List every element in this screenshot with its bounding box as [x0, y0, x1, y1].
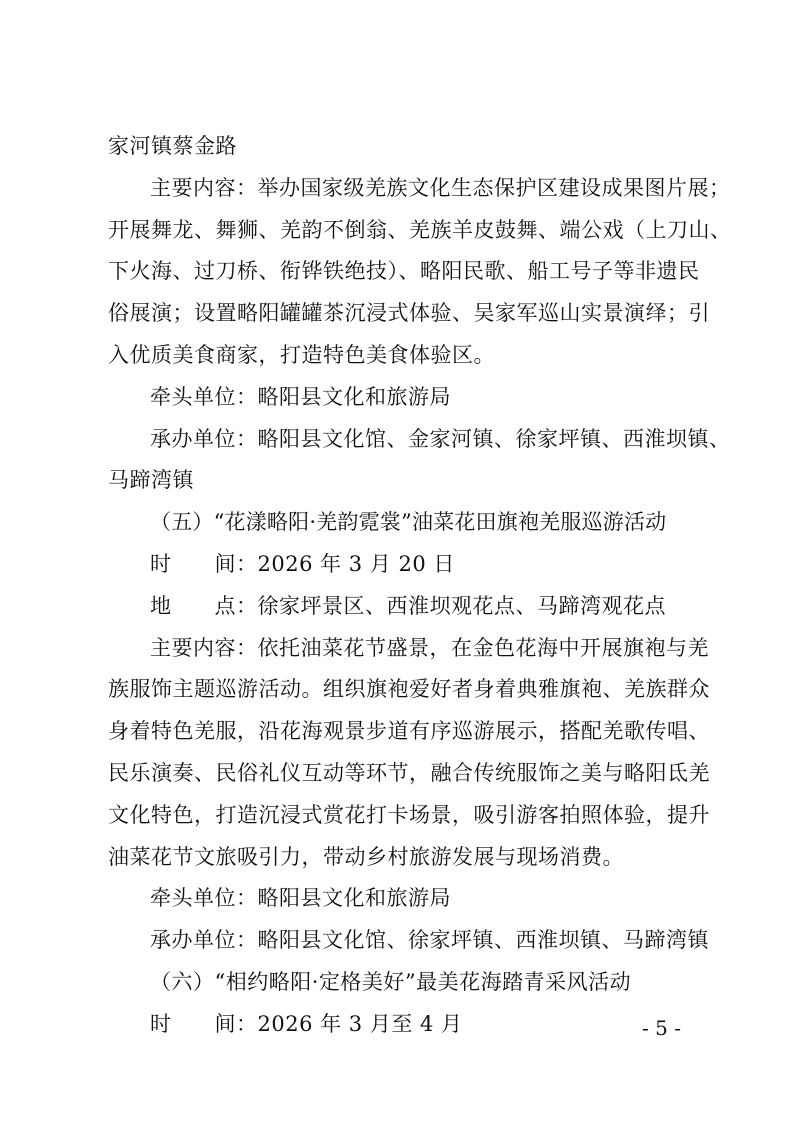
text-line: 民乐演奏、民俗礼仪互动等环节，融合传统服饰之美与略阳氐羌: [108, 761, 710, 785]
text-line: 时 间：2026 年 3 月 20 日: [150, 552, 455, 576]
text-line: 地 点：徐家坪景区、西淮坝观花点、马蹄湾观花点: [150, 594, 666, 618]
text-line: 族服饰主题巡游活动。组织旗袍爱好者身着典雅旗袍、羌族群众: [108, 677, 710, 701]
text-line: 开展舞龙、舞狮、羌韵不倒翁、羌族羊皮鼓舞、端公戏（上刀山、: [108, 218, 732, 242]
text-line: 入优质美食商家，打造特色美食体验区。: [108, 343, 495, 367]
text-line: 马蹄湾镇: [108, 468, 194, 492]
text-line: 主要内容：依托油菜花节盛景，在金色花海中开展旗袍与羌: [150, 636, 709, 660]
text-line: 下火海、过刀桥、衔铧铁绝技）、略阳民歌、船工号子等非遗民: [108, 259, 700, 283]
text-line: 主要内容：举办国家级羌族文化生态保护区建设成果图片展；: [150, 176, 731, 200]
text-line: 俗展演；设置略阳罐罐茶沉浸式体验、吴家军巡山实景演绎；引: [108, 301, 710, 325]
text-line: 牵头单位：略阳县文化和旅游局: [150, 886, 451, 910]
section-heading: （六）“相约略阳·定格美好”最美花海踏青采风活动: [150, 970, 632, 994]
text-line: 牵头单位：略阳县文化和旅游局: [150, 385, 451, 409]
text-line: 承办单位：略阳县文化馆、金家河镇、徐家坪镇、西淮坝镇、: [150, 427, 731, 451]
text-line: 身着特色羌服，沿花海观景步道有序巡游展示，搭配羌歌传唱、: [108, 719, 710, 743]
text-line: 时 间：2026 年 3 月至 4 月: [150, 1012, 463, 1036]
section-heading: （五）“花漾略阳·羌韵霓裳”油菜花田旗袍羌服巡游活动: [150, 510, 667, 534]
text-line: 油菜花节文旅吸引力，带动乡村旅游发展与现场消费。: [108, 845, 624, 869]
text-line: 承办单位：略阳县文化馆、徐家坪镇、西淮坝镇、马蹄湾镇: [150, 928, 709, 952]
text-line: 家河镇蔡金路: [108, 134, 237, 158]
page-number: - 5 -: [642, 1016, 681, 1040]
text-line: 文化特色，打造沉浸式赏花打卡场景，吸引游客拍照体验，提升: [108, 803, 710, 827]
